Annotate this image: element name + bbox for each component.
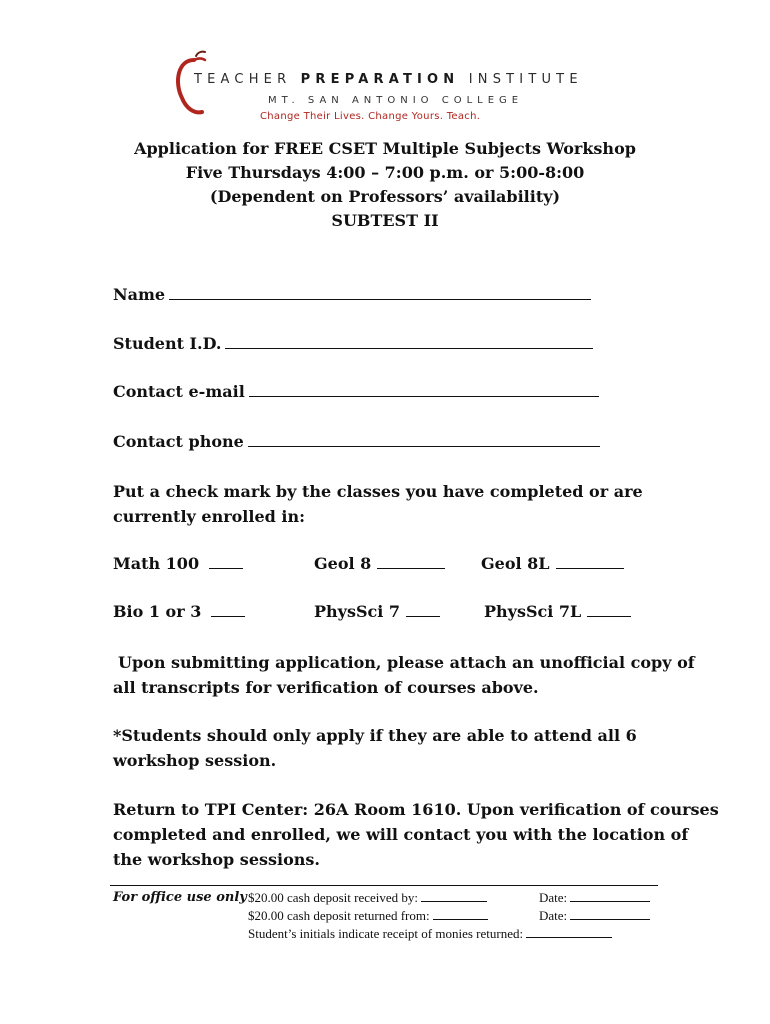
date-label: Date: bbox=[539, 908, 568, 923]
logo-tagline: Change Their Lives. Change Yours. Teach. bbox=[260, 111, 481, 122]
student-id-label: Student I.D. bbox=[113, 334, 222, 353]
course-check-blank[interactable] bbox=[209, 554, 243, 569]
course-check-blank[interactable] bbox=[406, 602, 440, 617]
date-blank[interactable] bbox=[570, 890, 650, 902]
return-line-1: Return to TPI Center: 26A Room 1610. Upon verification of courses bbox=[113, 800, 719, 819]
course-label: PhysSci 7L bbox=[484, 602, 582, 621]
office-use-label: For office use only bbox=[113, 890, 247, 905]
initials-label: Student’s initials indicate receipt of monies returned: bbox=[248, 926, 524, 941]
course-check-blank[interactable] bbox=[587, 602, 631, 617]
returned-label: $20.00 cash deposit returned from: bbox=[248, 908, 430, 923]
title-line-4: SUBTEST II bbox=[331, 211, 439, 230]
form-title bbox=[0, 137, 770, 233]
received-date bbox=[539, 890, 650, 906]
course-geol-8 bbox=[314, 554, 445, 573]
transcripts-note bbox=[113, 650, 695, 700]
course-check-blank[interactable] bbox=[377, 554, 445, 569]
return-line-3: the workshop sessions. bbox=[113, 850, 320, 869]
course-physsci-7 bbox=[314, 602, 440, 621]
tpi-logo bbox=[172, 50, 602, 130]
attend-line-2: workshop session. bbox=[113, 751, 277, 770]
logo-word-preparation: PREPARATION bbox=[300, 72, 460, 87]
email-field bbox=[113, 382, 599, 401]
return-line-2: completed and enrolled, we will contact you with the location of bbox=[113, 825, 689, 844]
email-blank[interactable] bbox=[249, 382, 599, 397]
course-bio-1-or-3 bbox=[113, 602, 245, 621]
logo-word-institute: INSTITUTE bbox=[468, 72, 583, 87]
course-geol-8l bbox=[481, 554, 624, 573]
email-label: Contact e-mail bbox=[113, 382, 245, 401]
logo-institute-name bbox=[194, 72, 583, 87]
student-id-field bbox=[113, 334, 593, 353]
course-label: Geol 8 bbox=[314, 554, 372, 573]
course-check-blank[interactable] bbox=[556, 554, 624, 569]
phone-blank[interactable] bbox=[248, 432, 600, 447]
checkmark-instructions bbox=[113, 479, 673, 529]
date-blank[interactable] bbox=[570, 908, 650, 920]
name-blank[interactable] bbox=[169, 285, 591, 300]
title-line-3: (Dependent on Professors’ availability) bbox=[209, 187, 561, 206]
instructions-line-1: Put a check mark by the classes you have completed or are bbox=[113, 482, 643, 501]
returned-date bbox=[539, 908, 650, 924]
phone-field bbox=[113, 432, 600, 451]
office-divider bbox=[110, 885, 658, 886]
course-math-100 bbox=[113, 554, 243, 573]
instructions-line-2: currently enrolled in: bbox=[113, 507, 306, 526]
received-blank[interactable] bbox=[421, 890, 487, 902]
office-initials-line bbox=[248, 926, 612, 942]
title-line-1: Application for FREE CSET Multiple Subjects Workshop bbox=[134, 139, 636, 158]
office-returned-line bbox=[248, 908, 568, 924]
apple-swoosh-icon bbox=[172, 50, 232, 130]
date-label: Date: bbox=[539, 890, 568, 905]
title-line-2: Five Thursdays 4:00 – 7:00 p.m. or 5:00-8:00 bbox=[185, 163, 585, 182]
initials-blank[interactable] bbox=[526, 926, 612, 938]
course-label: Geol 8L bbox=[481, 554, 550, 573]
office-received-line bbox=[248, 890, 568, 906]
course-check-blank[interactable] bbox=[211, 602, 245, 617]
logo-college-name: MT. SAN ANTONIO COLLEGE bbox=[268, 95, 524, 106]
phone-label: Contact phone bbox=[113, 432, 244, 451]
course-physsci-7l bbox=[484, 602, 631, 621]
received-label: $20.00 cash deposit received by: bbox=[248, 890, 419, 905]
name-field bbox=[113, 285, 591, 304]
transcripts-line-1: Upon submitting application, please attach an unofficial copy of bbox=[118, 653, 695, 672]
transcripts-line-2: all transcripts for verification of courses above. bbox=[113, 678, 539, 697]
course-label: Math 100 bbox=[113, 554, 200, 573]
student-id-blank[interactable] bbox=[225, 334, 593, 349]
logo-word-teacher: TEACHER bbox=[194, 72, 292, 87]
return-note bbox=[113, 797, 719, 872]
name-label: Name bbox=[113, 285, 166, 304]
attendance-note bbox=[113, 723, 673, 773]
returned-blank[interactable] bbox=[433, 908, 488, 920]
attend-line-1: *Students should only apply if they are able to attend all 6 bbox=[113, 726, 637, 745]
course-label: PhysSci 7 bbox=[314, 602, 401, 621]
course-label: Bio 1 or 3 bbox=[113, 602, 202, 621]
